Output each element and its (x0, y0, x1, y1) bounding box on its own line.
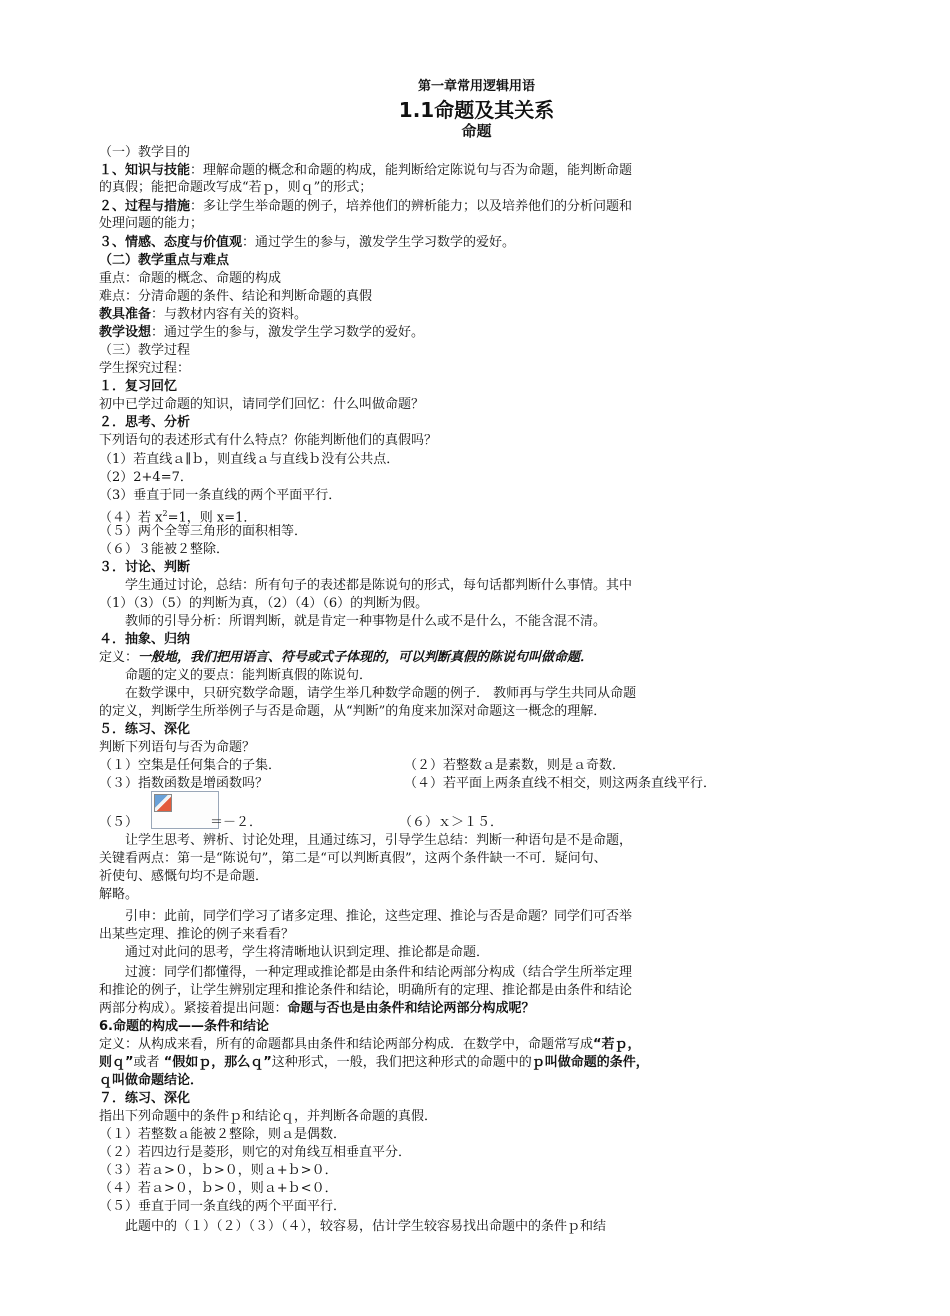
question-4-sup: 2 (162, 509, 168, 518)
exercise-5-label: （５） (99, 815, 139, 830)
question-6: （６）３能被２整除． (99, 542, 230, 557)
step-5-text: 判断下列语句与否为命题？ (99, 740, 256, 755)
question-4-b: =1，则 x=1． (167, 510, 257, 526)
exercise-5-value: ＝－２． (210, 815, 263, 830)
keypoint-focus: 重点：命题的概念、命题的构成 (99, 271, 282, 286)
step-4-line-2: 命题的定义的要点：能判断真假的陈说句． (125, 668, 373, 683)
goal-process (99, 198, 854, 215)
definition-line (99, 649, 854, 666)
topic-title: 命题 (461, 123, 492, 140)
transition-line-1: 过渡：同学们都懂得，一种定理或推论都是由条件和结论两部分构成（结合学生所举定理 (125, 965, 633, 980)
practice-4: （４）若ａ>０，ｂ>０，则ａ+ｂ<０． (99, 1181, 338, 1196)
question-3: （3）垂直于同一条直线的两个平面平行． (99, 488, 342, 503)
exercise-1: （１）空集是任何集合的子集． (99, 758, 282, 773)
step-4-line-4: 的定义，判断学生所举例子与否是命题，从“判断”的角度来加深对命题这一概念的理解． (99, 704, 607, 719)
goal-process-cont: 处理问题的能力； (99, 216, 204, 231)
structure-line-1 (99, 1036, 854, 1053)
step-6-heading: 6.命题的构成——条件和结论 (99, 1019, 269, 1034)
summary-line-1: 让学生思考、辨析、讨论处理，且通过练习，引导学生总结：判断一种语句是不是命题， (125, 833, 633, 848)
structure-line-3: ｑ叫做命题结论． (99, 1073, 204, 1088)
step-2-text: 下列语句的表述形式有什么特点？你能判断他们的真假吗？ (99, 433, 438, 448)
practice-3: （３）若ａ>０，ｂ>０，则ａ+ｂ>０． (99, 1163, 338, 1178)
teaching-tools-text: ：与教材内容有关的资料。 (151, 307, 308, 322)
step-5-heading: ５．练习、深化 (99, 722, 191, 737)
question-1: （1）若直线ａ∥ｂ，则直线ａ与直线ｂ没有公共点． (99, 452, 400, 467)
extension-line-2: 出某些定理、推论的例子来看看？ (99, 927, 295, 942)
keypoints-heading: （二）教学重点与难点 (99, 253, 230, 268)
extension-line-3: 通过对此问的思考，学生将清晰地认识到定理、推论都是命题． (125, 945, 490, 960)
goal-knowledge-text: ：理解命题的概念和命题的构成，能判断给定陈说句与否为命题，能判断命题 (190, 163, 633, 178)
goal-process-text: ：多让学生举命题的例子，培养他们的辨析能力；以及培养他们的分析问题和 (190, 199, 633, 214)
question-5: （５）两个全等三角形的面积相等． (99, 524, 308, 539)
structure-line-2-a: 则ｑ” (99, 1055, 134, 1070)
explore-label: 学生探究过程： (99, 361, 191, 376)
extension-line-1: 引申：此前，同学们学习了诸多定理、推论，这些定理、推论与否是命题？同学们可否举 (125, 909, 633, 924)
exercise-row-1 (99, 757, 854, 774)
exercise-4: （４）若平面上两条直线不相交，则这两条直线平行． (404, 776, 717, 791)
exercise-3: （３）指数函数是增函数吗？ (99, 776, 269, 791)
structure-line-2 (99, 1054, 854, 1071)
structure-line-2-c: “假如ｐ，那么ｑ” (163, 1055, 272, 1070)
goal-emotion (99, 234, 854, 251)
practice-5: （５）垂直于同一条直线的两个平面平行． (99, 1199, 347, 1214)
summary-line-4: 解略。 (99, 887, 139, 902)
section-title: 1.1命题及其关系 (398, 98, 555, 122)
step-3-line-2: （1）（3）（5）的判断为真，（2）（4）（6）的判断为假。 (99, 596, 429, 611)
transition-line-2: 和推论的例子，让学生辨别定理和推论条件和结论，明确所有的定理、推论都是由条件和结论 (99, 983, 633, 998)
structure-line-1-a: 定义：从构成来看，所有的命题都具由条件和结论两部分构成．在数学中，命题常写成 (99, 1037, 594, 1052)
exercise-2: （２）若整数ａ是素数，则是ａ奇数． (404, 758, 626, 773)
question-4-a: （４）若 x (99, 510, 163, 526)
transition-question: 命题与否也是由条件和结论两部分构成呢？ (287, 1001, 535, 1016)
goal-knowledge (99, 162, 854, 179)
structure-line-2-e: ｐ叫做命题的条件， (531, 1055, 649, 1070)
definition-label: 定义： (99, 650, 139, 665)
teaching-idea-label: 教学设想 (99, 325, 152, 340)
exercise-6: （６）ｘ＞１５． (399, 815, 504, 830)
goal-knowledge-label: １、知识与技能 (99, 163, 191, 178)
exercise-row-3 (99, 814, 854, 831)
goal-emotion-label: ３、情感、态度与价值观 (99, 235, 243, 250)
step-3-heading: ３．讨论、判断 (99, 560, 191, 575)
teaching-idea (99, 324, 854, 341)
goal-process-label: ２、过程与措施 (99, 199, 191, 214)
teaching-tools (99, 306, 854, 323)
step-4-line-3: 在数学课中，只研究数学命题，请学生举几种数学命题的例子． 教师再与学生共同从命题 (125, 686, 637, 701)
step-7-heading: ７．练习、深化 (99, 1091, 191, 1106)
step-3-line-1: 学生通过讨论，总结：所有句子的表述都是陈说句的形式，每句话都判断什么事情。其中 (125, 578, 633, 593)
step-7-text: 指出下列命题中的条件ｐ和结论ｑ，并判断各命题的真假． (99, 1109, 438, 1124)
goals-heading: （一）教学目的 (99, 145, 191, 160)
structure-line-1-b: “若ｐ， (593, 1037, 641, 1052)
closing-line: 此题中的（１）（２）（３）（４），较容易，估计学生较容易找出命题中的条件ｐ和结 (125, 1219, 607, 1234)
question-2: （2）2+4=7． (99, 470, 193, 485)
structure-line-2-b: 或者 (133, 1055, 164, 1070)
goal-knowledge-cont: 的真假；能把命题改写成“若ｐ，则ｑ”的形式； (99, 180, 373, 195)
step-1-heading: １．复习回忆 (99, 379, 178, 394)
transition-line-3 (99, 1000, 854, 1017)
practice-2: （２）若四边行是菱形，则它的对角线互相垂直平分． (99, 1145, 412, 1160)
step-4-heading: ４．抽象、归纳 (99, 632, 191, 647)
chapter-title: 第一章常用逻辑用语 (417, 79, 535, 94)
practice-1: （１）若整数ａ能被２整除，则ａ是偶数． (99, 1127, 347, 1142)
structure-line-2-d: 这种形式，一般，我们把这种形式的命题中的 (271, 1055, 532, 1070)
exercise-row-2 (99, 775, 854, 792)
step-3-line-3: 教师的引导分析：所谓判断，就是肯定一种事物是什么或不是什么，不能含混不清。 (125, 614, 607, 629)
goal-emotion-text: ：通过学生的参与，激发学生学习数学的爱好。 (242, 235, 516, 250)
transition-line-3-a: 两部分构成）。紧接着提出问题： (99, 1001, 288, 1016)
summary-line-2: 关键看两点：第一是“陈说句”，第二是“可以判断真假”，这两个条件缺一不可．疑问句、 (99, 851, 607, 866)
step-1-text: 初中已学过命题的知识，请同学们回忆：什么叫做命题？ (99, 397, 425, 412)
keypoint-difficulty: 难点：分清命题的条件、结论和判断命题的真假 (99, 289, 373, 304)
process-heading: （三）教学过程 (99, 343, 191, 358)
definition-text: 一般地，我们把用语言、符号或式子体现的，可以判断真假的陈说句叫做命题． (138, 650, 594, 665)
summary-line-3: 祈使句、感慨句均不是命题． (99, 869, 269, 884)
image-placeholder-icon (154, 794, 172, 812)
step-2-heading: ２．思考、分析 (99, 415, 191, 430)
teaching-tools-label: 教具准备 (99, 307, 152, 322)
teaching-idea-text: ：通过学生的参与，激发学生学习数学的爱好。 (151, 325, 425, 340)
